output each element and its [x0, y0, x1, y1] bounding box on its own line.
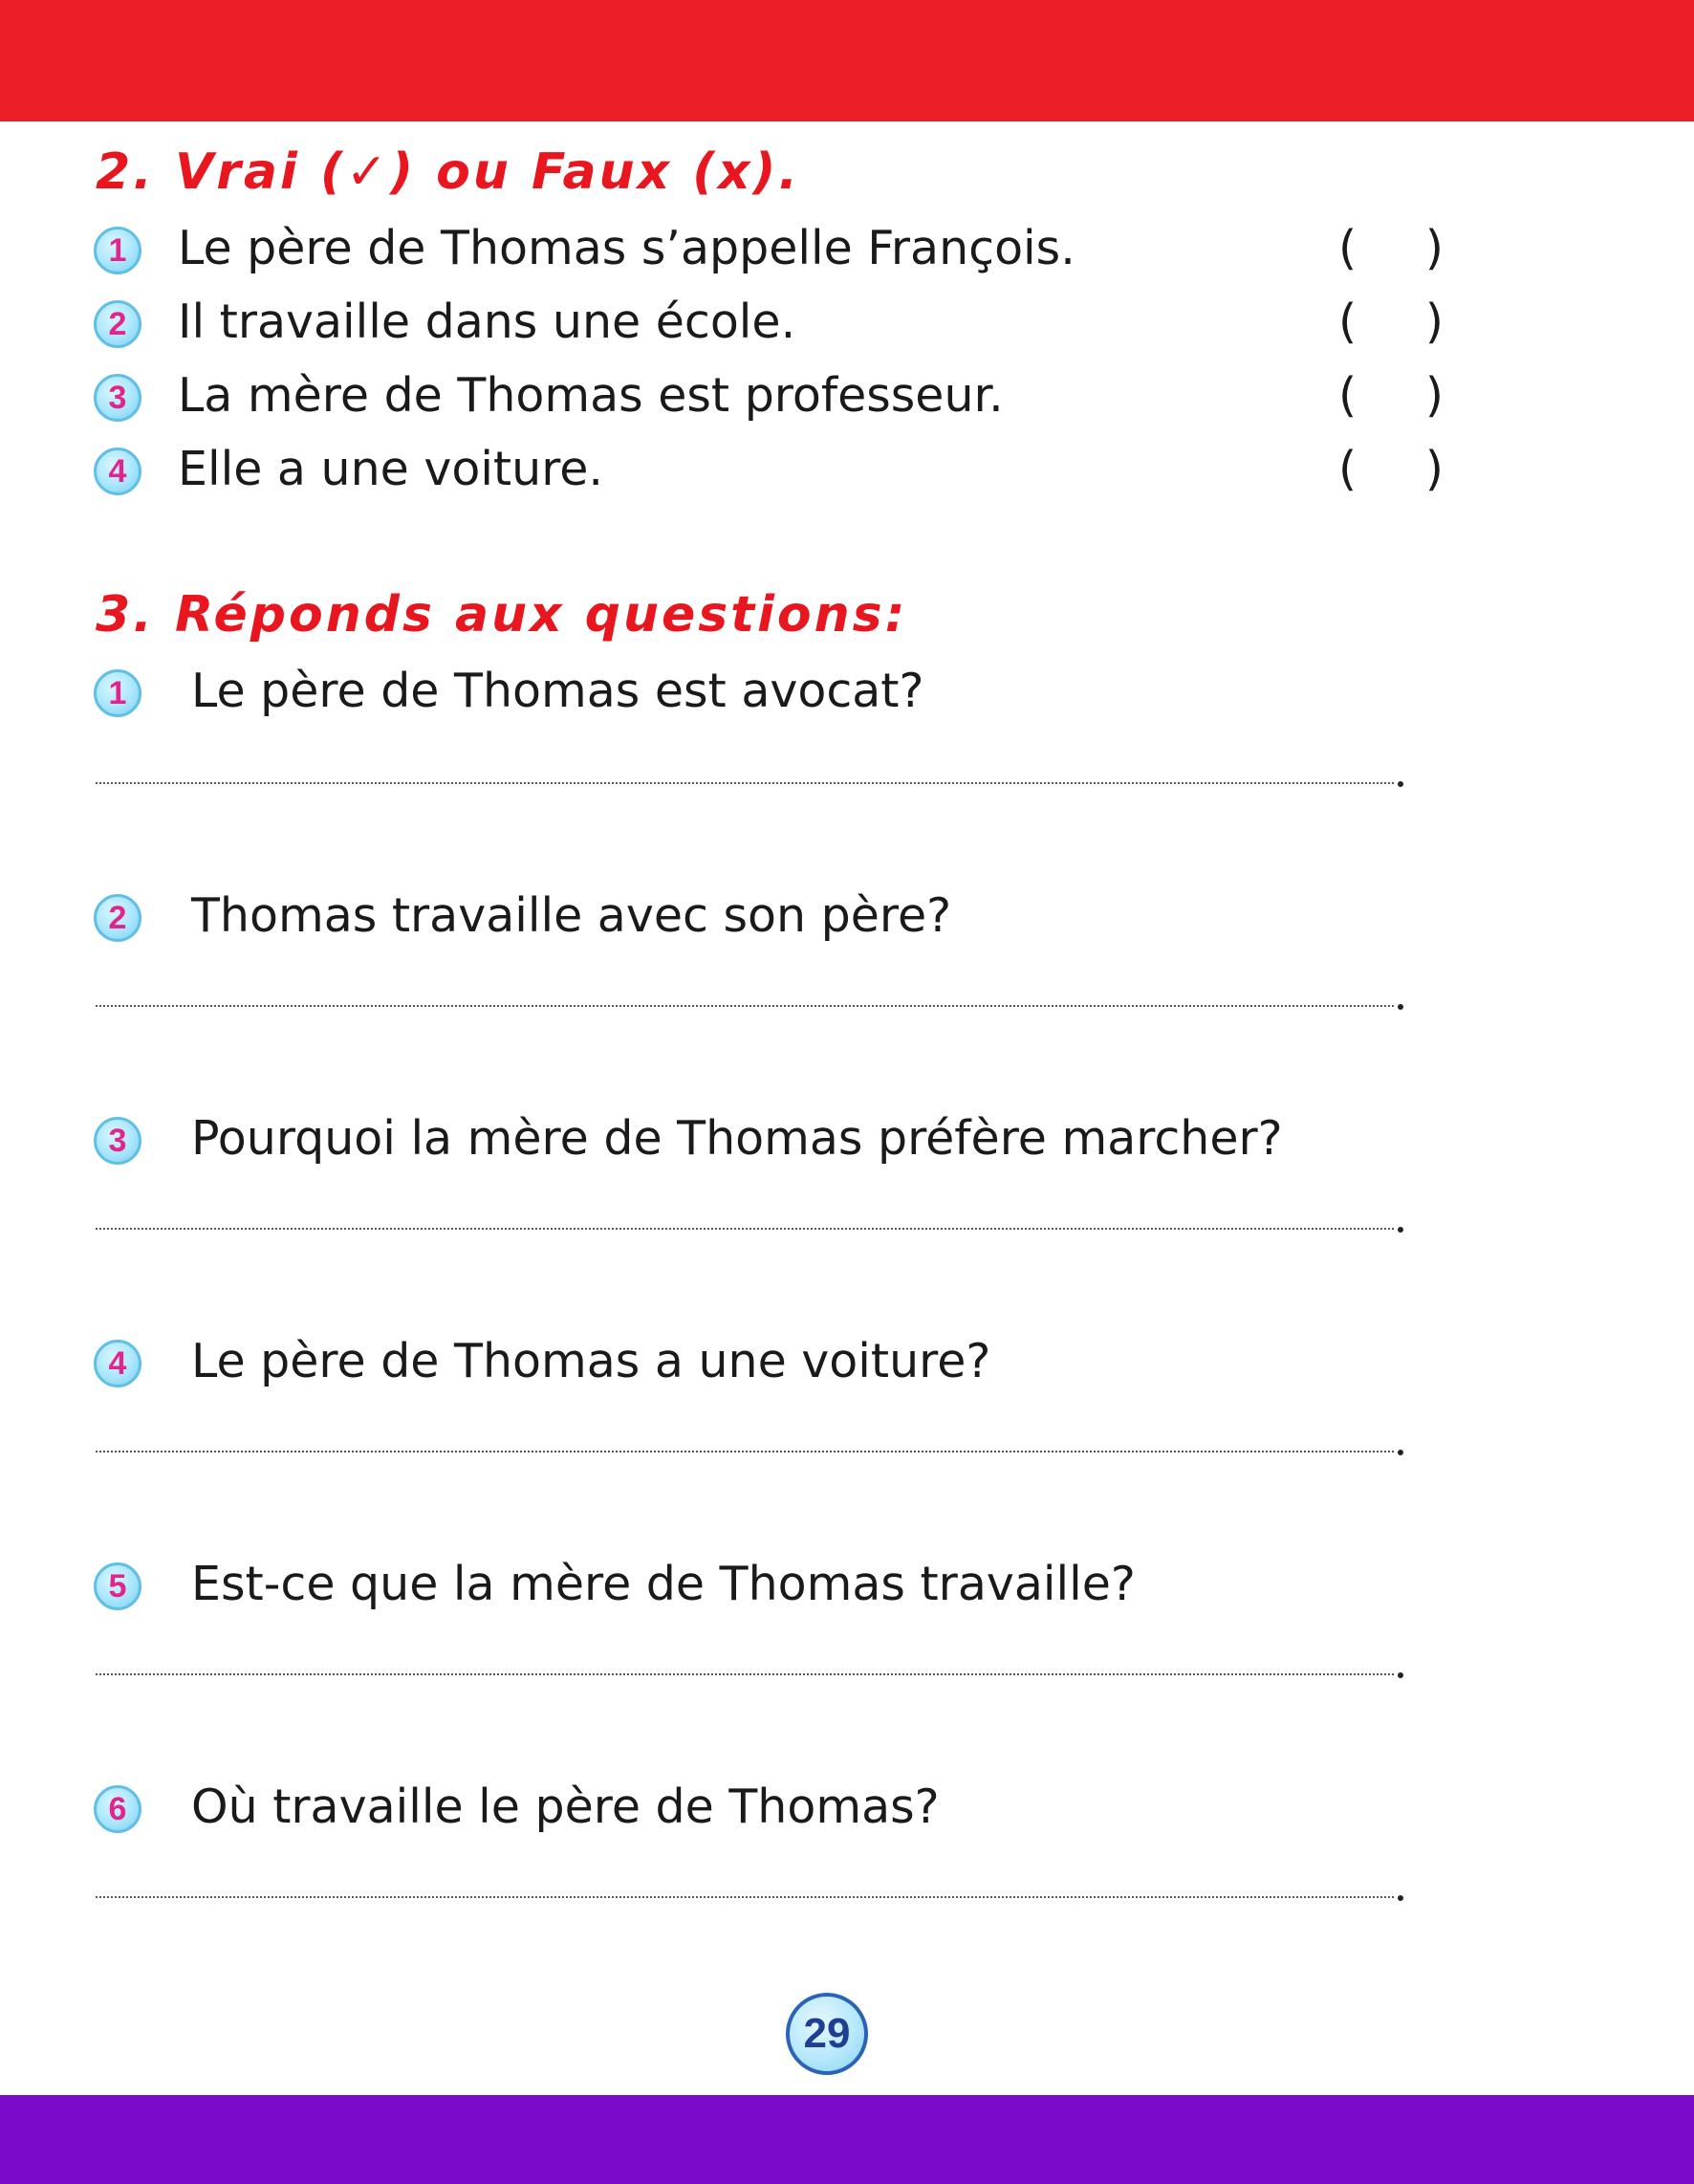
open-paren: ( [1338, 221, 1357, 275]
answer-line[interactable] [96, 1005, 1394, 1007]
answer-line-dot [1398, 1450, 1403, 1455]
number-badge: 4 [94, 448, 141, 495]
statement-text: Elle a une voiture. [178, 442, 603, 496]
answer-line[interactable] [96, 782, 1394, 784]
section-3-title: 3. Réponds aux questions: [96, 586, 908, 644]
answer-line-dot [1398, 1672, 1403, 1678]
statement-text: Il travaille dans une école. [178, 295, 796, 349]
page-number: 29 [786, 1993, 868, 2075]
number-badge: 1 [94, 669, 141, 717]
number-badge: 2 [94, 894, 141, 942]
question-text: Où travaille le père de Thomas? [191, 1780, 940, 1834]
answer-line-dot [1398, 1227, 1403, 1233]
close-paren: ) [1424, 442, 1444, 496]
close-paren: ) [1424, 368, 1444, 423]
question-text: Le père de Thomas est avocat? [191, 664, 924, 718]
close-paren: ) [1424, 295, 1444, 349]
answer-line-dot [1398, 1895, 1403, 1901]
section-2-title: 2. Vrai (✓) ou Faux (x). [96, 143, 801, 201]
number-badge: 3 [94, 1117, 141, 1165]
question-text: Le père de Thomas a une voiture? [191, 1334, 991, 1388]
statement-text: La mère de Thomas est professeur. [178, 368, 1004, 423]
answer-line[interactable] [96, 1673, 1394, 1675]
number-badge: 5 [94, 1562, 141, 1610]
number-badge: 1 [94, 227, 141, 274]
number-badge: 6 [94, 1785, 141, 1833]
answer-line[interactable] [96, 1228, 1394, 1230]
question-text: Est-ce que la mère de Thomas travaille? [191, 1557, 1136, 1611]
question-text: Pourquoi la mère de Thomas préfère marcher? [191, 1111, 1283, 1166]
answer-line-dot [1398, 1004, 1403, 1010]
open-paren: ( [1338, 368, 1357, 423]
answer-line[interactable] [96, 1896, 1394, 1898]
open-paren: ( [1338, 442, 1357, 496]
answer-line-dot [1398, 781, 1403, 787]
bottom-color-band [0, 2095, 1694, 2184]
close-paren: ) [1424, 221, 1444, 275]
top-color-band [0, 0, 1694, 121]
answer-line[interactable] [96, 1451, 1394, 1452]
number-badge: 4 [94, 1340, 141, 1387]
statement-text: Le père de Thomas s’appelle François. [178, 221, 1075, 275]
question-text: Thomas travaille avec son père? [191, 888, 952, 943]
open-paren: ( [1338, 295, 1357, 349]
number-badge: 3 [94, 374, 141, 422]
number-badge: 2 [94, 300, 141, 348]
